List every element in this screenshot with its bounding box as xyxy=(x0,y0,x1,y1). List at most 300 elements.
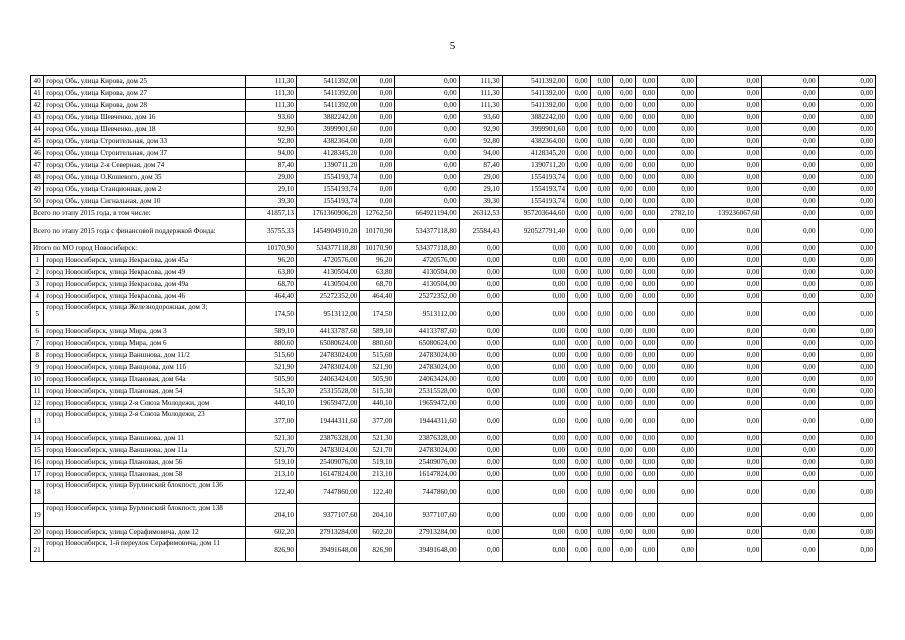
value-cell: 0,00 xyxy=(658,172,697,184)
value-cell: 0,00 xyxy=(696,539,761,562)
value-cell: 0,00 xyxy=(590,469,613,481)
value-cell: 93,60 xyxy=(245,112,296,124)
page-number: 5 xyxy=(449,40,456,52)
table-row xyxy=(31,100,876,112)
value-cell: 0,00 xyxy=(696,291,761,303)
value-cell: 0,00 xyxy=(459,410,502,433)
address-cell: город Новосибирск, улица 2-я Союза Молодежи, дом xyxy=(44,398,246,410)
value-cell: 0,00 xyxy=(459,291,502,303)
value-cell: 515,60 xyxy=(360,350,395,362)
row-number-cell: 15 xyxy=(31,445,44,457)
value-cell: 377,00 xyxy=(245,410,296,433)
row-number-cell: 50 xyxy=(31,196,44,208)
value-cell: 0,00 xyxy=(818,196,875,208)
value-cell: 0,00 xyxy=(818,398,875,410)
value-cell: 24063424,00 xyxy=(296,374,359,386)
address-cell: город Новосибирск, улица 2-я Союза Молодежи, 23 xyxy=(44,410,246,433)
value-cell: 0,00 xyxy=(762,124,818,136)
value-cell: 589,10 xyxy=(245,326,296,338)
value-cell: 0,00 xyxy=(696,124,761,136)
table-row xyxy=(31,469,876,481)
value-cell: 0,00 xyxy=(818,338,875,350)
value-cell: 24783024,00 xyxy=(395,362,459,374)
value-cell: 0,00 xyxy=(459,326,502,338)
total-value-cell: 0,00 xyxy=(658,220,697,243)
value-cell: 25409076,00 xyxy=(296,457,359,469)
total-value-cell: 0,00 xyxy=(613,243,636,255)
value-cell: 23876328,00 xyxy=(395,433,459,445)
total-value-cell: 0,00 xyxy=(568,208,591,220)
value-cell: 44133787,60 xyxy=(296,326,359,338)
value-cell: 0,00 xyxy=(568,362,591,374)
value-cell: 0,00 xyxy=(635,445,658,457)
value-cell: 25315528,00 xyxy=(395,386,459,398)
value-cell: 0,00 xyxy=(360,196,395,208)
value-cell: 174,50 xyxy=(360,303,395,326)
value-cell: 0,00 xyxy=(762,433,818,445)
value-cell: 0,00 xyxy=(658,88,697,100)
row-number-cell: 47 xyxy=(31,160,44,172)
value-cell: 0,00 xyxy=(568,504,591,527)
value-cell: 0,00 xyxy=(613,457,636,469)
value-cell: 0,00 xyxy=(658,362,697,374)
value-cell: 0,00 xyxy=(502,303,567,326)
total-value-cell: 0,00 xyxy=(818,208,875,220)
value-cell: 0,00 xyxy=(762,527,818,539)
value-cell: 0,00 xyxy=(590,398,613,410)
total-value-cell: 0,00 xyxy=(590,243,613,255)
total-value-cell: 12762,50 xyxy=(360,208,395,220)
value-cell: 0,00 xyxy=(762,350,818,362)
value-cell: 0,00 xyxy=(459,279,502,291)
value-cell: 0,00 xyxy=(590,148,613,160)
total-fund-label: Всего по этапу 2015 года с финансовой поддержкой Фонда: xyxy=(31,220,246,243)
value-cell: 0,00 xyxy=(568,124,591,136)
value-cell: 0,00 xyxy=(502,326,567,338)
value-cell: 519,10 xyxy=(245,457,296,469)
value-cell: 0,00 xyxy=(502,398,567,410)
value-cell: 0,00 xyxy=(613,160,636,172)
value-cell: 0,00 xyxy=(696,433,761,445)
value-cell: 1390711,20 xyxy=(296,160,359,172)
value-cell: 0,00 xyxy=(658,291,697,303)
value-cell: 111,30 xyxy=(245,76,296,88)
total-stage-label: Всего по этапу 2015 года, в том числе: xyxy=(31,208,246,220)
value-cell: 0,00 xyxy=(568,291,591,303)
value-cell: 25315528,00 xyxy=(296,386,359,398)
address-cell: город Новосибирск, улица Мира, дом 6 xyxy=(44,338,246,350)
value-cell: 0,00 xyxy=(762,100,818,112)
value-cell: 0,00 xyxy=(818,481,875,504)
value-cell: 0,00 xyxy=(658,184,697,196)
value-cell: 0,00 xyxy=(502,255,567,267)
value-cell: 0,00 xyxy=(568,303,591,326)
total-value-cell: 0,00 xyxy=(818,243,875,255)
total-value-cell: 0,00 xyxy=(613,208,636,220)
value-cell: 19444311,60 xyxy=(296,410,359,433)
value-cell: 880,60 xyxy=(245,338,296,350)
value-cell: 0,00 xyxy=(696,136,761,148)
value-cell: 0,00 xyxy=(818,386,875,398)
value-cell: 0,00 xyxy=(658,410,697,433)
value-cell: 0,00 xyxy=(818,362,875,374)
value-cell: 0,00 xyxy=(658,303,697,326)
row-number-cell: 21 xyxy=(31,539,44,562)
row-number-cell: 18 xyxy=(31,481,44,504)
value-cell: 0,00 xyxy=(762,76,818,88)
value-cell: 24783024,00 xyxy=(395,445,459,457)
address-cell: город Новосибирск, 1-й переулок Серафимовича, дом 11 xyxy=(44,539,246,562)
total-value-cell: 10170,90 xyxy=(360,220,395,243)
total-value-cell: 0,00 xyxy=(568,243,591,255)
row-number-cell: 12 xyxy=(31,398,44,410)
value-cell: 111,30 xyxy=(459,100,502,112)
value-cell: 0,00 xyxy=(635,279,658,291)
value-cell: 0,00 xyxy=(696,469,761,481)
value-cell: 0,00 xyxy=(696,267,761,279)
value-cell: 0,00 xyxy=(818,267,875,279)
address-cell: город Новосибирск, улица Некрасова, дом 45а xyxy=(44,255,246,267)
value-cell: 0,00 xyxy=(696,398,761,410)
total-value-cell: 10170,90 xyxy=(245,243,296,255)
value-cell: 5411392,00 xyxy=(502,100,567,112)
value-cell: 87,40 xyxy=(245,160,296,172)
value-cell: 519,10 xyxy=(360,457,395,469)
value-cell: 0,00 xyxy=(658,398,697,410)
value-cell: 521,30 xyxy=(245,433,296,445)
value-cell: 19444311,60 xyxy=(395,410,459,433)
value-cell: 3882242,00 xyxy=(502,112,567,124)
value-cell: 0,00 xyxy=(568,326,591,338)
value-cell: 4720576,00 xyxy=(296,255,359,267)
value-cell: 0,00 xyxy=(762,255,818,267)
value-cell: 0,00 xyxy=(635,398,658,410)
value-cell: 0,00 xyxy=(658,338,697,350)
value-cell: 63,80 xyxy=(360,267,395,279)
value-cell: 0,00 xyxy=(459,338,502,350)
value-cell: 0,00 xyxy=(635,172,658,184)
value-cell: 0,00 xyxy=(635,386,658,398)
value-cell: 3999901,60 xyxy=(502,124,567,136)
value-cell: 23876328,00 xyxy=(296,433,359,445)
value-cell: 29,10 xyxy=(245,184,296,196)
value-cell: 0,00 xyxy=(818,184,875,196)
value-cell: 0,00 xyxy=(568,184,591,196)
total-value-cell: 0,00 xyxy=(590,220,613,243)
value-cell: 0,00 xyxy=(395,184,459,196)
value-cell: 0,00 xyxy=(762,410,818,433)
value-cell: 87,40 xyxy=(459,160,502,172)
value-cell: 0,00 xyxy=(360,88,395,100)
row-number-cell: 6 xyxy=(31,326,44,338)
value-cell: 0,00 xyxy=(762,338,818,350)
value-cell: 0,00 xyxy=(613,148,636,160)
value-cell: 0,00 xyxy=(590,457,613,469)
value-cell: 0,00 xyxy=(568,338,591,350)
address-cell: город Новосибирск, улица Плановая, дом 56 xyxy=(44,457,246,469)
value-cell: 204,10 xyxy=(245,504,296,527)
value-cell: 589,10 xyxy=(360,326,395,338)
value-cell: 1554193,74 xyxy=(296,184,359,196)
value-cell: 0,00 xyxy=(658,279,697,291)
value-cell: 0,00 xyxy=(459,527,502,539)
value-cell: 0,00 xyxy=(613,196,636,208)
value-cell: 0,00 xyxy=(613,255,636,267)
total-value-cell: 0,00 xyxy=(568,220,591,243)
value-cell: 0,00 xyxy=(613,303,636,326)
value-cell: 0,00 xyxy=(696,184,761,196)
value-cell: 0,00 xyxy=(502,445,567,457)
value-cell: 464,40 xyxy=(245,291,296,303)
value-cell: 0,00 xyxy=(590,279,613,291)
value-cell: 377,00 xyxy=(360,410,395,433)
value-cell: 24063424,00 xyxy=(395,374,459,386)
value-cell: 0,00 xyxy=(568,350,591,362)
table-row xyxy=(31,338,876,350)
table-row xyxy=(31,386,876,398)
value-cell: 0,00 xyxy=(696,326,761,338)
value-cell: 39491648,00 xyxy=(395,539,459,562)
value-cell: 0,00 xyxy=(613,76,636,88)
value-cell: 0,00 xyxy=(635,267,658,279)
value-cell: 505,90 xyxy=(360,374,395,386)
value-cell: 0,00 xyxy=(762,374,818,386)
value-cell: 0,00 xyxy=(762,504,818,527)
value-cell: 0,00 xyxy=(762,196,818,208)
value-cell: 0,00 xyxy=(459,362,502,374)
value-cell: 0,00 xyxy=(658,267,697,279)
value-cell: 0,00 xyxy=(590,374,613,386)
value-cell: 0,00 xyxy=(762,172,818,184)
table-row xyxy=(31,255,876,267)
value-cell: 0,00 xyxy=(459,386,502,398)
value-cell: 93,60 xyxy=(459,112,502,124)
value-cell: 0,00 xyxy=(459,445,502,457)
value-cell: 0,00 xyxy=(658,350,697,362)
value-cell: 0,00 xyxy=(568,457,591,469)
value-cell: 0,00 xyxy=(360,124,395,136)
value-cell: 521,30 xyxy=(360,433,395,445)
value-cell: 111,30 xyxy=(459,88,502,100)
value-cell: 0,00 xyxy=(395,160,459,172)
total-value-cell: 0,00 xyxy=(590,208,613,220)
value-cell: 602,20 xyxy=(245,527,296,539)
value-cell: 16147824,00 xyxy=(395,469,459,481)
value-cell: 0,00 xyxy=(568,481,591,504)
table-row xyxy=(31,445,876,457)
row-number-cell: 10 xyxy=(31,374,44,386)
value-cell: 0,00 xyxy=(613,291,636,303)
row-number-cell: 14 xyxy=(31,433,44,445)
value-cell: 0,00 xyxy=(502,267,567,279)
value-cell: 0,00 xyxy=(818,457,875,469)
total-value-cell: 0,00 xyxy=(635,208,658,220)
value-cell: 5411392,00 xyxy=(502,88,567,100)
value-cell: 0,00 xyxy=(696,374,761,386)
value-cell: 0,00 xyxy=(568,88,591,100)
value-cell: 0,00 xyxy=(395,76,459,88)
value-cell: 0,00 xyxy=(696,303,761,326)
value-cell: 0,00 xyxy=(635,338,658,350)
row-number-cell: 2 xyxy=(31,267,44,279)
value-cell: 0,00 xyxy=(635,100,658,112)
value-cell: 0,00 xyxy=(635,255,658,267)
value-cell: 0,00 xyxy=(590,76,613,88)
value-cell: 0,00 xyxy=(502,374,567,386)
value-cell: 602,20 xyxy=(360,527,395,539)
value-cell: 0,00 xyxy=(568,433,591,445)
value-cell: 44133787,60 xyxy=(395,326,459,338)
value-cell: 0,00 xyxy=(696,504,761,527)
table-row xyxy=(31,539,876,562)
value-cell: 0,00 xyxy=(818,172,875,184)
value-cell: 0,00 xyxy=(459,303,502,326)
total-value-cell: 0,00 xyxy=(762,220,818,243)
value-cell: 4130504,00 xyxy=(395,267,459,279)
total-value-cell: 920527791,40 xyxy=(502,220,567,243)
value-cell: 0,00 xyxy=(502,539,567,562)
value-cell: 5411392,00 xyxy=(296,88,359,100)
row-number-cell: 9 xyxy=(31,362,44,374)
table-row xyxy=(31,76,876,88)
table-row xyxy=(31,184,876,196)
value-cell: 0,00 xyxy=(590,136,613,148)
value-cell: 19659472,00 xyxy=(395,398,459,410)
value-cell: 0,00 xyxy=(635,291,658,303)
row-number-cell: 45 xyxy=(31,136,44,148)
value-cell: 0,00 xyxy=(762,267,818,279)
address-cell: город Новосибирск, улица Ваншнова, дом 11 xyxy=(44,433,246,445)
total-value-cell: 0,00 xyxy=(635,220,658,243)
value-cell: 204,10 xyxy=(360,504,395,527)
value-cell: 0,00 xyxy=(635,196,658,208)
value-cell: 0,00 xyxy=(502,410,567,433)
value-cell: 0,00 xyxy=(613,326,636,338)
value-cell: 0,00 xyxy=(395,100,459,112)
address-cell: город Новосибирск, улица Бурлинский блокпост, дом 138 xyxy=(44,504,246,527)
address-cell: город Новосибирск, улица Железнодорожная, дом 3; xyxy=(44,303,246,326)
row-number-cell: 49 xyxy=(31,184,44,196)
table-row xyxy=(31,398,876,410)
value-cell: 0,00 xyxy=(696,350,761,362)
table-row xyxy=(31,374,876,386)
value-cell: 0,00 xyxy=(696,527,761,539)
value-cell: 0,00 xyxy=(658,326,697,338)
value-cell: 0,00 xyxy=(590,410,613,433)
table-row xyxy=(31,527,876,539)
row-number-cell: 8 xyxy=(31,350,44,362)
table-row xyxy=(31,136,876,148)
total-value-cell: 139236067,60 xyxy=(696,208,761,220)
value-cell: 4128345,20 xyxy=(502,148,567,160)
total-row xyxy=(31,208,876,220)
value-cell: 0,00 xyxy=(635,326,658,338)
table-row xyxy=(31,457,876,469)
value-cell: 0,00 xyxy=(696,457,761,469)
total-value-cell: 26312,53 xyxy=(459,208,502,220)
total-value-cell: 25584,43 xyxy=(459,220,502,243)
value-cell: 0,00 xyxy=(762,326,818,338)
value-cell: 0,00 xyxy=(696,362,761,374)
value-cell: 0,00 xyxy=(613,112,636,124)
value-cell: 0,00 xyxy=(613,88,636,100)
value-cell: 0,00 xyxy=(459,469,502,481)
value-cell: 19659472,00 xyxy=(296,398,359,410)
value-cell: 94,00 xyxy=(245,148,296,160)
address-cell: город Новосибирск, улица Плановая, дом 58 xyxy=(44,469,246,481)
value-cell: 0,00 xyxy=(360,112,395,124)
value-cell: 25272352,00 xyxy=(395,291,459,303)
total-value-cell: 0,00 xyxy=(762,243,818,255)
value-cell: 0,00 xyxy=(762,291,818,303)
value-cell: 0,00 xyxy=(635,433,658,445)
total-mo-label: Итого по МО город Новосибирск: xyxy=(31,243,246,255)
value-cell: 0,00 xyxy=(360,100,395,112)
value-cell: 0,00 xyxy=(635,527,658,539)
address-cell: город Обь, улица Кирова, дом 27 xyxy=(44,88,246,100)
value-cell: 111,30 xyxy=(459,76,502,88)
value-cell: 0,00 xyxy=(613,362,636,374)
value-cell: 0,00 xyxy=(818,279,875,291)
value-cell: 0,00 xyxy=(459,350,502,362)
value-cell: 521,70 xyxy=(360,445,395,457)
value-cell: 0,00 xyxy=(696,279,761,291)
value-cell: 122,40 xyxy=(360,481,395,504)
total-value-cell: 2782,10 xyxy=(658,208,697,220)
value-cell: 0,00 xyxy=(818,112,875,124)
total-value-cell: 534377118,80 xyxy=(395,220,459,243)
value-cell: 0,00 xyxy=(502,338,567,350)
table-row xyxy=(31,362,876,374)
value-cell: 0,00 xyxy=(502,481,567,504)
value-cell: 0,00 xyxy=(395,172,459,184)
value-cell: 0,00 xyxy=(762,148,818,160)
value-cell: 9513112,00 xyxy=(395,303,459,326)
address-cell: город Новосибирск, улица Ванцнова, дом 11б xyxy=(44,362,246,374)
value-cell: 0,00 xyxy=(818,527,875,539)
row-number-cell: 42 xyxy=(31,100,44,112)
value-cell: 0,00 xyxy=(696,100,761,112)
value-cell: 0,00 xyxy=(590,100,613,112)
table-row xyxy=(31,433,876,445)
value-cell: 0,00 xyxy=(395,148,459,160)
total-value-cell: 10170,90 xyxy=(360,243,395,255)
table-row xyxy=(31,196,876,208)
row-number-cell: 7 xyxy=(31,338,44,350)
value-cell: 0,00 xyxy=(762,539,818,562)
value-cell: 0,00 xyxy=(658,196,697,208)
total-value-cell: 0,00 xyxy=(459,243,502,255)
table-row xyxy=(31,303,876,326)
value-cell: 0,00 xyxy=(658,148,697,160)
value-cell: 521,70 xyxy=(245,445,296,457)
value-cell: 0,00 xyxy=(818,469,875,481)
value-cell: 0,00 xyxy=(818,374,875,386)
value-cell: 0,00 xyxy=(613,410,636,433)
value-cell: 0,00 xyxy=(818,291,875,303)
value-cell: 0,00 xyxy=(395,136,459,148)
value-cell: 0,00 xyxy=(658,539,697,562)
address-cell: город Новосибирск, улица Плановая, дом 64а xyxy=(44,374,246,386)
value-cell: 0,00 xyxy=(613,386,636,398)
value-cell: 826,90 xyxy=(245,539,296,562)
value-cell: 0,00 xyxy=(635,160,658,172)
total-row xyxy=(31,243,876,255)
value-cell: 0,00 xyxy=(590,386,613,398)
value-cell: 0,00 xyxy=(818,504,875,527)
value-cell: 0,00 xyxy=(658,136,697,148)
value-cell: 0,00 xyxy=(395,196,459,208)
